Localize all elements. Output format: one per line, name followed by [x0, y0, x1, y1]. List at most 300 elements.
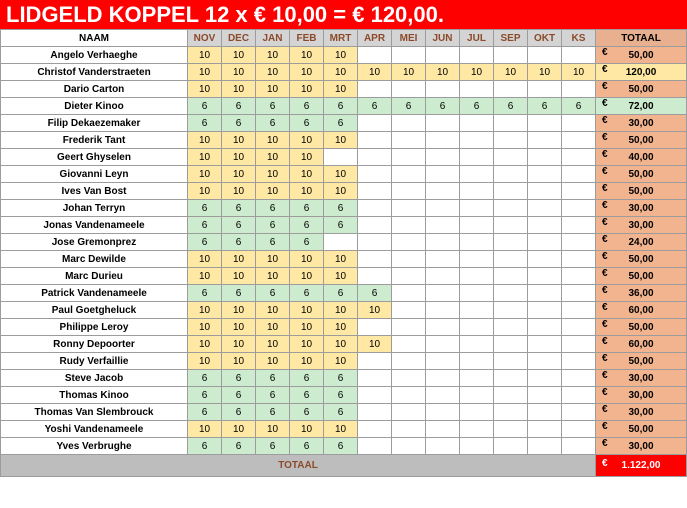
payment-cell[interactable]	[528, 302, 562, 319]
payment-cell[interactable]: 6	[188, 217, 222, 234]
payment-cell[interactable]	[528, 285, 562, 302]
payment-cell[interactable]: 10	[256, 251, 290, 268]
payment-cell[interactable]	[426, 47, 460, 64]
payment-cell[interactable]	[494, 81, 528, 98]
member-total-cell[interactable]	[596, 234, 687, 251]
payment-cell[interactable]	[460, 183, 494, 200]
payment-cell[interactable]	[562, 302, 596, 319]
payment-cell[interactable]: 6	[290, 404, 324, 421]
member-name-cell[interactable]: Giovanni Leyn	[1, 166, 188, 183]
member-name-cell[interactable]: Ives Van Bost	[1, 183, 188, 200]
payment-cell[interactable]: 6	[188, 115, 222, 132]
payment-cell[interactable]	[392, 387, 426, 404]
member-name-cell[interactable]: Frederik Tant	[1, 132, 188, 149]
payment-cell[interactable]: 10	[188, 47, 222, 64]
payment-cell[interactable]	[460, 268, 494, 285]
member-name-cell[interactable]: Christof Vanderstraeten	[1, 64, 188, 81]
payment-cell[interactable]: 6	[494, 98, 528, 115]
payment-cell[interactable]	[460, 217, 494, 234]
payment-cell[interactable]: 6	[188, 438, 222, 455]
payment-cell[interactable]	[494, 353, 528, 370]
payment-cell[interactable]	[494, 251, 528, 268]
payment-cell[interactable]	[460, 47, 494, 64]
payment-cell[interactable]: 6	[358, 285, 392, 302]
payment-cell[interactable]: 10	[324, 81, 358, 98]
payment-cell[interactable]	[324, 149, 358, 166]
payment-cell[interactable]	[460, 319, 494, 336]
member-total-cell[interactable]	[596, 183, 687, 200]
payment-cell[interactable]: 6	[256, 115, 290, 132]
payment-cell[interactable]: 6	[222, 115, 256, 132]
payment-cell[interactable]	[392, 149, 426, 166]
payment-cell[interactable]	[528, 353, 562, 370]
payment-cell[interactable]: 6	[324, 387, 358, 404]
payment-cell[interactable]	[494, 404, 528, 421]
payment-cell[interactable]: 6	[188, 387, 222, 404]
payment-cell[interactable]	[460, 166, 494, 183]
payment-cell[interactable]: 10	[188, 81, 222, 98]
payment-cell[interactable]	[528, 268, 562, 285]
payment-cell[interactable]	[426, 319, 460, 336]
payment-cell[interactable]: 6	[222, 285, 256, 302]
payment-cell[interactable]	[426, 217, 460, 234]
header-month[interactable]: FEB	[290, 30, 324, 47]
payment-cell[interactable]: 10	[188, 302, 222, 319]
payment-cell[interactable]: 10	[256, 336, 290, 353]
payment-cell[interactable]	[426, 115, 460, 132]
payment-cell[interactable]: 6	[324, 438, 358, 455]
payment-cell[interactable]	[528, 319, 562, 336]
payment-cell[interactable]	[426, 234, 460, 251]
payment-cell[interactable]	[494, 217, 528, 234]
payment-cell[interactable]	[358, 387, 392, 404]
payment-cell[interactable]: 10	[392, 64, 426, 81]
payment-cell[interactable]	[426, 183, 460, 200]
payment-cell[interactable]: 10	[222, 47, 256, 64]
payment-cell[interactable]	[392, 200, 426, 217]
member-total-cell[interactable]	[596, 404, 687, 421]
payment-cell[interactable]	[494, 268, 528, 285]
payment-cell[interactable]	[392, 132, 426, 149]
payment-cell[interactable]: 6	[222, 438, 256, 455]
payment-cell[interactable]	[494, 166, 528, 183]
member-name-cell[interactable]: Thomas Kinoo	[1, 387, 188, 404]
payment-cell[interactable]	[460, 285, 494, 302]
payment-cell[interactable]	[358, 438, 392, 455]
payment-cell[interactable]	[426, 251, 460, 268]
payment-cell[interactable]: 10	[290, 132, 324, 149]
header-name[interactable]: NAAM	[1, 30, 188, 47]
payment-cell[interactable]	[562, 251, 596, 268]
payment-cell[interactable]: 10	[256, 353, 290, 370]
payment-cell[interactable]	[358, 251, 392, 268]
payment-cell[interactable]	[562, 370, 596, 387]
payment-cell[interactable]: 10	[562, 64, 596, 81]
member-total-cell[interactable]	[596, 98, 687, 115]
payment-cell[interactable]: 10	[290, 421, 324, 438]
payment-cell[interactable]	[562, 285, 596, 302]
payment-cell[interactable]: 10	[324, 166, 358, 183]
payment-cell[interactable]: 10	[290, 268, 324, 285]
payment-cell[interactable]	[562, 234, 596, 251]
payment-cell[interactable]	[392, 251, 426, 268]
payment-cell[interactable]	[460, 115, 494, 132]
payment-cell[interactable]	[392, 421, 426, 438]
payment-cell[interactable]	[562, 268, 596, 285]
member-name-cell[interactable]: Yoshi Vandenameele	[1, 421, 188, 438]
payment-cell[interactable]	[358, 115, 392, 132]
payment-cell[interactable]: 6	[188, 404, 222, 421]
member-name-cell[interactable]: Angelo Verhaeghe	[1, 47, 188, 64]
payment-cell[interactable]: 10	[256, 268, 290, 285]
payment-cell[interactable]	[426, 336, 460, 353]
payment-cell[interactable]	[460, 149, 494, 166]
payment-cell[interactable]: 10	[324, 251, 358, 268]
payment-cell[interactable]: 6	[188, 98, 222, 115]
payment-cell[interactable]: 10	[188, 268, 222, 285]
payment-cell[interactable]	[494, 47, 528, 64]
payment-cell[interactable]	[528, 336, 562, 353]
payment-cell[interactable]	[426, 353, 460, 370]
payment-cell[interactable]	[426, 132, 460, 149]
payment-cell[interactable]: 10	[222, 319, 256, 336]
grand-total-cell[interactable]	[596, 455, 687, 477]
payment-cell[interactable]: 10	[222, 183, 256, 200]
member-name-cell[interactable]: Johan Terryn	[1, 200, 188, 217]
payment-cell[interactable]	[460, 81, 494, 98]
member-total-cell[interactable]	[596, 251, 687, 268]
payment-cell[interactable]	[562, 387, 596, 404]
payment-cell[interactable]	[358, 268, 392, 285]
payment-cell[interactable]	[392, 336, 426, 353]
payment-cell[interactable]: 10	[290, 251, 324, 268]
payment-cell[interactable]: 10	[222, 166, 256, 183]
payment-cell[interactable]	[358, 132, 392, 149]
member-name-cell[interactable]: Steve Jacob	[1, 370, 188, 387]
member-total-cell[interactable]	[596, 421, 687, 438]
header-month[interactable]: OKT	[528, 30, 562, 47]
member-name-cell[interactable]: Marc Durieu	[1, 268, 188, 285]
member-total-cell[interactable]	[596, 200, 687, 217]
payment-cell[interactable]: 10	[188, 166, 222, 183]
member-total-cell[interactable]	[596, 336, 687, 353]
payment-cell[interactable]: 6	[256, 387, 290, 404]
payment-cell[interactable]	[392, 81, 426, 98]
payment-cell[interactable]: 6	[290, 98, 324, 115]
payment-cell[interactable]: 6	[290, 438, 324, 455]
member-name-cell[interactable]: Jose Gremonprez	[1, 234, 188, 251]
member-name-cell[interactable]: Ronny Depoorter	[1, 336, 188, 353]
payment-cell[interactable]	[324, 234, 358, 251]
payment-cell[interactable]	[562, 81, 596, 98]
payment-cell[interactable]	[426, 285, 460, 302]
payment-cell[interactable]: 10	[290, 319, 324, 336]
payment-cell[interactable]	[494, 438, 528, 455]
payment-cell[interactable]: 10	[528, 64, 562, 81]
payment-cell[interactable]: 10	[222, 132, 256, 149]
payment-cell[interactable]: 6	[222, 404, 256, 421]
payment-cell[interactable]	[460, 302, 494, 319]
payment-cell[interactable]: 6	[256, 370, 290, 387]
payment-cell[interactable]: 10	[188, 336, 222, 353]
payment-cell[interactable]: 10	[358, 336, 392, 353]
payment-cell[interactable]	[494, 387, 528, 404]
payment-cell[interactable]	[528, 251, 562, 268]
payment-cell[interactable]	[528, 404, 562, 421]
payment-cell[interactable]	[460, 200, 494, 217]
member-name-cell[interactable]: Dario Carton	[1, 81, 188, 98]
footer-total-label[interactable]: TOTAAL	[1, 455, 596, 477]
payment-cell[interactable]: 6	[290, 200, 324, 217]
payment-cell[interactable]: 6	[324, 200, 358, 217]
payment-cell[interactable]	[426, 387, 460, 404]
payment-cell[interactable]: 10	[290, 166, 324, 183]
payment-cell[interactable]	[562, 183, 596, 200]
payment-cell[interactable]: 10	[358, 302, 392, 319]
payment-cell[interactable]: 6	[460, 98, 494, 115]
payment-cell[interactable]	[426, 404, 460, 421]
member-total-cell[interactable]	[596, 302, 687, 319]
header-total[interactable]: TOTAAL	[596, 30, 687, 47]
payment-cell[interactable]	[528, 217, 562, 234]
payment-cell[interactable]: 10	[256, 64, 290, 81]
payment-cell[interactable]: 6	[256, 217, 290, 234]
payment-cell[interactable]	[528, 47, 562, 64]
member-total-cell[interactable]	[596, 370, 687, 387]
payment-cell[interactable]: 6	[290, 115, 324, 132]
payment-cell[interactable]: 10	[324, 64, 358, 81]
payment-cell[interactable]: 6	[188, 370, 222, 387]
payment-cell[interactable]	[392, 115, 426, 132]
payment-cell[interactable]	[392, 268, 426, 285]
member-name-cell[interactable]: Philippe Leroy	[1, 319, 188, 336]
payment-cell[interactable]	[426, 166, 460, 183]
header-month[interactable]: DEC	[222, 30, 256, 47]
payment-cell[interactable]: 10	[324, 183, 358, 200]
payment-cell[interactable]	[528, 421, 562, 438]
payment-cell[interactable]: 10	[256, 319, 290, 336]
payment-cell[interactable]	[494, 421, 528, 438]
payment-cell[interactable]: 10	[290, 183, 324, 200]
payment-cell[interactable]: 10	[256, 183, 290, 200]
payment-cell[interactable]: 10	[222, 268, 256, 285]
payment-cell[interactable]	[392, 353, 426, 370]
payment-cell[interactable]: 10	[324, 268, 358, 285]
payment-cell[interactable]: 10	[222, 149, 256, 166]
payment-cell[interactable]	[562, 404, 596, 421]
payment-cell[interactable]	[494, 183, 528, 200]
payment-cell[interactable]	[528, 438, 562, 455]
payment-cell[interactable]: 10	[256, 149, 290, 166]
payment-cell[interactable]	[358, 370, 392, 387]
payment-cell[interactable]	[494, 200, 528, 217]
payment-cell[interactable]	[494, 234, 528, 251]
payment-cell[interactable]: 10	[324, 336, 358, 353]
payment-cell[interactable]	[562, 319, 596, 336]
payment-cell[interactable]	[460, 370, 494, 387]
payment-cell[interactable]: 6	[256, 404, 290, 421]
payment-cell[interactable]: 6	[188, 285, 222, 302]
payment-cell[interactable]: 6	[358, 98, 392, 115]
payment-cell[interactable]: 10	[188, 132, 222, 149]
payment-cell[interactable]	[528, 183, 562, 200]
member-total-cell[interactable]	[596, 132, 687, 149]
payment-cell[interactable]	[392, 183, 426, 200]
payment-cell[interactable]: 10	[222, 353, 256, 370]
payment-cell[interactable]: 6	[256, 98, 290, 115]
header-month[interactable]: MRT	[324, 30, 358, 47]
payment-cell[interactable]: 6	[222, 370, 256, 387]
payment-cell[interactable]	[358, 353, 392, 370]
payment-cell[interactable]	[426, 370, 460, 387]
header-month[interactable]: NOV	[188, 30, 222, 47]
payment-cell[interactable]	[358, 81, 392, 98]
payment-cell[interactable]: 10	[222, 64, 256, 81]
header-month[interactable]: JUN	[426, 30, 460, 47]
payment-cell[interactable]	[392, 319, 426, 336]
payment-cell[interactable]: 6	[324, 404, 358, 421]
payment-cell[interactable]	[426, 268, 460, 285]
payment-cell[interactable]: 10	[290, 149, 324, 166]
header-month[interactable]: JUL	[460, 30, 494, 47]
payment-cell[interactable]	[460, 234, 494, 251]
payment-cell[interactable]	[562, 149, 596, 166]
payment-cell[interactable]	[562, 353, 596, 370]
payment-cell[interactable]: 10	[256, 166, 290, 183]
payment-cell[interactable]: 10	[222, 421, 256, 438]
payment-cell[interactable]: 10	[256, 81, 290, 98]
payment-cell[interactable]: 10	[188, 319, 222, 336]
payment-cell[interactable]	[562, 47, 596, 64]
payment-cell[interactable]	[460, 438, 494, 455]
payment-cell[interactable]: 10	[256, 47, 290, 64]
header-month[interactable]: MEI	[392, 30, 426, 47]
payment-cell[interactable]	[460, 132, 494, 149]
member-name-cell[interactable]: Filip Dekaezemaker	[1, 115, 188, 132]
payment-cell[interactable]: 6	[324, 370, 358, 387]
payment-cell[interactable]: 6	[290, 387, 324, 404]
member-total-cell[interactable]	[596, 149, 687, 166]
payment-cell[interactable]	[358, 404, 392, 421]
payment-cell[interactable]	[392, 217, 426, 234]
payment-cell[interactable]: 6	[222, 217, 256, 234]
payment-cell[interactable]	[358, 149, 392, 166]
member-name-cell[interactable]: Jonas Vandenameele	[1, 217, 188, 234]
payment-cell[interactable]: 10	[324, 319, 358, 336]
payment-cell[interactable]	[426, 302, 460, 319]
payment-cell[interactable]	[528, 149, 562, 166]
payment-cell[interactable]	[358, 183, 392, 200]
member-total-cell[interactable]	[596, 81, 687, 98]
payment-cell[interactable]	[392, 302, 426, 319]
header-month[interactable]: APR	[358, 30, 392, 47]
payment-cell[interactable]	[392, 234, 426, 251]
payment-cell[interactable]: 10	[256, 421, 290, 438]
payment-cell[interactable]: 6	[324, 217, 358, 234]
payment-cell[interactable]	[392, 438, 426, 455]
member-name-cell[interactable]: Paul Goetgheluck	[1, 302, 188, 319]
header-month[interactable]: KS	[562, 30, 596, 47]
payment-cell[interactable]: 10	[188, 251, 222, 268]
payment-cell[interactable]: 6	[256, 285, 290, 302]
payment-cell[interactable]: 10	[290, 353, 324, 370]
payment-cell[interactable]: 6	[290, 217, 324, 234]
payment-cell[interactable]	[562, 115, 596, 132]
payment-cell[interactable]	[358, 421, 392, 438]
payment-cell[interactable]: 10	[290, 302, 324, 319]
payment-cell[interactable]	[358, 234, 392, 251]
payment-cell[interactable]	[460, 336, 494, 353]
payment-cell[interactable]: 6	[528, 98, 562, 115]
payment-cell[interactable]: 6	[256, 200, 290, 217]
payment-cell[interactable]: 10	[222, 251, 256, 268]
payment-cell[interactable]: 10	[494, 64, 528, 81]
payment-cell[interactable]: 10	[460, 64, 494, 81]
payment-cell[interactable]: 10	[222, 81, 256, 98]
member-total-cell[interactable]	[596, 115, 687, 132]
payment-cell[interactable]: 6	[188, 200, 222, 217]
payment-cell[interactable]: 10	[222, 302, 256, 319]
member-name-cell[interactable]: Marc Dewilde	[1, 251, 188, 268]
payment-cell[interactable]	[528, 132, 562, 149]
payment-cell[interactable]	[426, 81, 460, 98]
payment-cell[interactable]	[358, 200, 392, 217]
payment-cell[interactable]: 6	[426, 98, 460, 115]
payment-cell[interactable]: 6	[324, 98, 358, 115]
payment-cell[interactable]	[528, 115, 562, 132]
payment-cell[interactable]	[392, 285, 426, 302]
payment-cell[interactable]: 10	[290, 81, 324, 98]
payment-cell[interactable]: 10	[290, 64, 324, 81]
payment-cell[interactable]	[562, 217, 596, 234]
payment-cell[interactable]: 6	[562, 98, 596, 115]
member-total-cell[interactable]	[596, 319, 687, 336]
payment-cell[interactable]: 6	[256, 234, 290, 251]
payment-cell[interactable]	[494, 285, 528, 302]
payment-cell[interactable]: 10	[188, 353, 222, 370]
payment-cell[interactable]	[358, 217, 392, 234]
payment-cell[interactable]: 6	[290, 234, 324, 251]
payment-cell[interactable]	[494, 132, 528, 149]
payment-cell[interactable]: 10	[256, 302, 290, 319]
payment-cell[interactable]: 6	[290, 285, 324, 302]
payment-cell[interactable]	[358, 319, 392, 336]
payment-cell[interactable]	[460, 387, 494, 404]
payment-cell[interactable]	[562, 166, 596, 183]
payment-cell[interactable]: 10	[324, 132, 358, 149]
member-name-cell[interactable]: Rudy Verfaillie	[1, 353, 188, 370]
payment-cell[interactable]	[358, 166, 392, 183]
payment-cell[interactable]	[494, 370, 528, 387]
payment-cell[interactable]	[562, 336, 596, 353]
member-total-cell[interactable]	[596, 353, 687, 370]
payment-cell[interactable]	[392, 166, 426, 183]
payment-cell[interactable]: 10	[426, 64, 460, 81]
payment-cell[interactable]: 10	[290, 47, 324, 64]
payment-cell[interactable]: 10	[222, 336, 256, 353]
payment-cell[interactable]	[494, 115, 528, 132]
payment-cell[interactable]: 10	[324, 47, 358, 64]
payment-cell[interactable]: 10	[324, 421, 358, 438]
payment-cell[interactable]	[528, 387, 562, 404]
payment-cell[interactable]	[528, 166, 562, 183]
payment-cell[interactable]	[426, 438, 460, 455]
member-name-cell[interactable]: Yves Verbrughe	[1, 438, 188, 455]
payment-cell[interactable]: 10	[324, 353, 358, 370]
payment-cell[interactable]	[392, 47, 426, 64]
payment-cell[interactable]: 6	[392, 98, 426, 115]
member-total-cell[interactable]	[596, 268, 687, 285]
